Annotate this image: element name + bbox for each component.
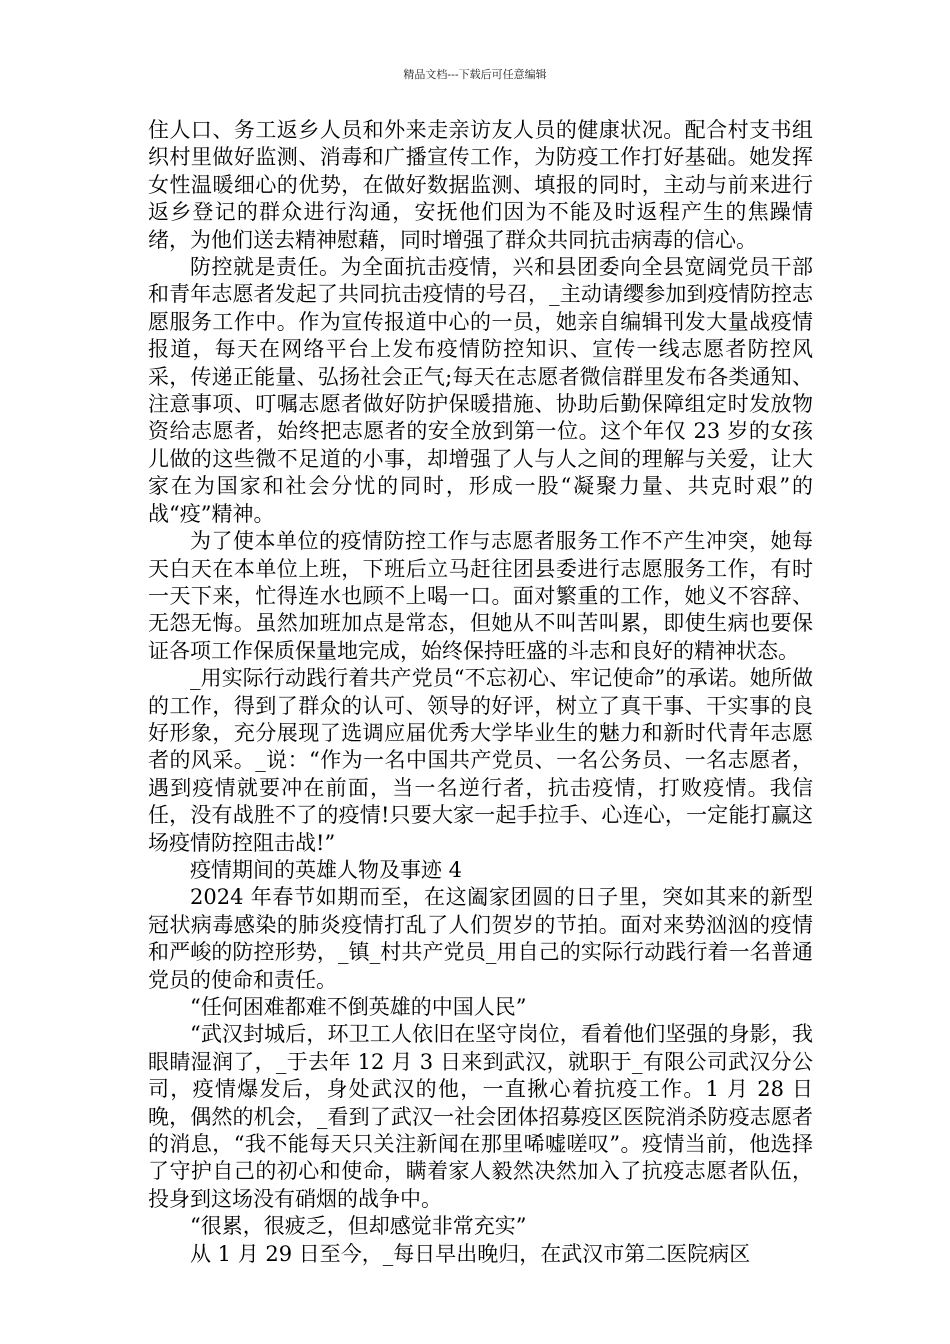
paragraph: _用实际行动践行着共产党员“不忘初心、牢记使命”的承诺。她所做的工作，得到了群众的认可、领导的好评，树立了真干事、干实事的良好形象，充分展现了选调应届优秀大学毕业生的魅力和新时代青年志愿者的风采。_说：“作为一名中国共产党员、一名公务员、一名志愿者，遇到疫情就要冲在前面，当一名逆行者，抗击疫情，打败疫情。我信任，没有战胜不了的疫情!只要大家一起手拉手、心连心，一定能打赢这场疫情防控阻击战!” xyxy=(148,666,813,855)
subheading-quote: “任何困难都难不倒英雄的中国人民” xyxy=(190,995,527,1019)
paragraph: 住人口、务工返乡人员和外来走亲访友人员的健康状况。配合村支书组织村里做好监测、消毒和广播宣传工作，为防疫工作打好基础。她发挥女性温暖细心的优势，在做好数据监测、填报的同时，主动与前来进行返乡登记的群众进行沟通，安抚他们因为不能及时返程产生的焦躁情绪，为他们送去精神慰藉，同时增强了群众共同抗击病毒的信心。 xyxy=(148,118,813,252)
paragraph: 为了使本单位的疫情防控工作与志愿者服务工作不产生冲突，她每天白天在本单位上班，下班后立马赶往团县委进行志愿服务工作，有时一天下来，忙得连水也顾不上喝一口。面对繁重的工作，她义不容辞、无怨无悔。虽然加班加点是常态，但她从不叫苦叫累，即使生病也要保证各项工作保质保量地完成，始终保持旺盛的斗志和良好的精神状态。 xyxy=(148,529,813,663)
paragraph: 防控就是责任。为全面抗击疫情，兴和县团委向全县宽阔党员干部和青年志愿者发起了共同抗击疫情的号召，_主动请缨参加到疫情防控志愿服务工作中。作为宣传报道中心的一员，她亲自编辑刊发大量战疫情报道，每天在网络平台上发布疫情防控知识、宣传一线志愿者防控风采，传递正能量、弘扬社会正气;每天在志愿者微信群里发布各类通知、注意事项、叮嘱志愿者做好防护保暖措施、协助后勤保障组定时发放物资给志愿者，始终把志愿者的安全放到第一位。这个年仅 23 岁的女孩儿做的这些微不足道的小事，却增强了人与人之间的理解与关爱，让大家在为国家和社会分忧的同时，形成一股“凝聚力量、共克时艰”的战“疫”精神。 xyxy=(148,255,813,526)
paragraph: “武汉封城后，环卫工人依旧在坚守岗位，看着他们坚强的身影，我眼睛湿润了，_于去年 12 月 3 日来到武汉，就职于_有限公司武汉分公司，疫情爆发后，身处武汉的他，一直揪心着抗疫工作。1 月 28 日晚，偶然的机会，_看到了武汉一社会团体招募疫区医院消杀防疫志愿者的消息，“我不能每天只关注新闻在那里唏嘘嗟叹”。疫情当前，他选择了守护自己的初心和使命，瞒着家人毅然决然加入了抗疫志愿者队伍，投身到这场没有硝烟的战争中。 xyxy=(148,1022,813,1211)
subheading-quote: “很累，很疲乏，但却感觉非常充实” xyxy=(190,1214,527,1239)
section-heading: 疫情期间的英雄人物及事迹 4 xyxy=(190,857,463,882)
paragraph: 2024 年春节如期而至，在这阖家团圆的日子里，突如其来的新型冠状病毒感染的肺炎疫情打乱了人们贺岁的节拍。面对来势汹汹的疫情和严峻的防控形势，_镇_村共产党员_用自己的实际行动践行着一名普通党员的使命和责任。 xyxy=(148,885,813,992)
page-header: 精品文档---下载后可任意编辑 xyxy=(403,68,547,81)
document-body xyxy=(148,117,813,1268)
paragraph: 从 1 月 29 日至今，_每日早出晚归，在武汉市第二医院病区 xyxy=(190,1241,751,1266)
